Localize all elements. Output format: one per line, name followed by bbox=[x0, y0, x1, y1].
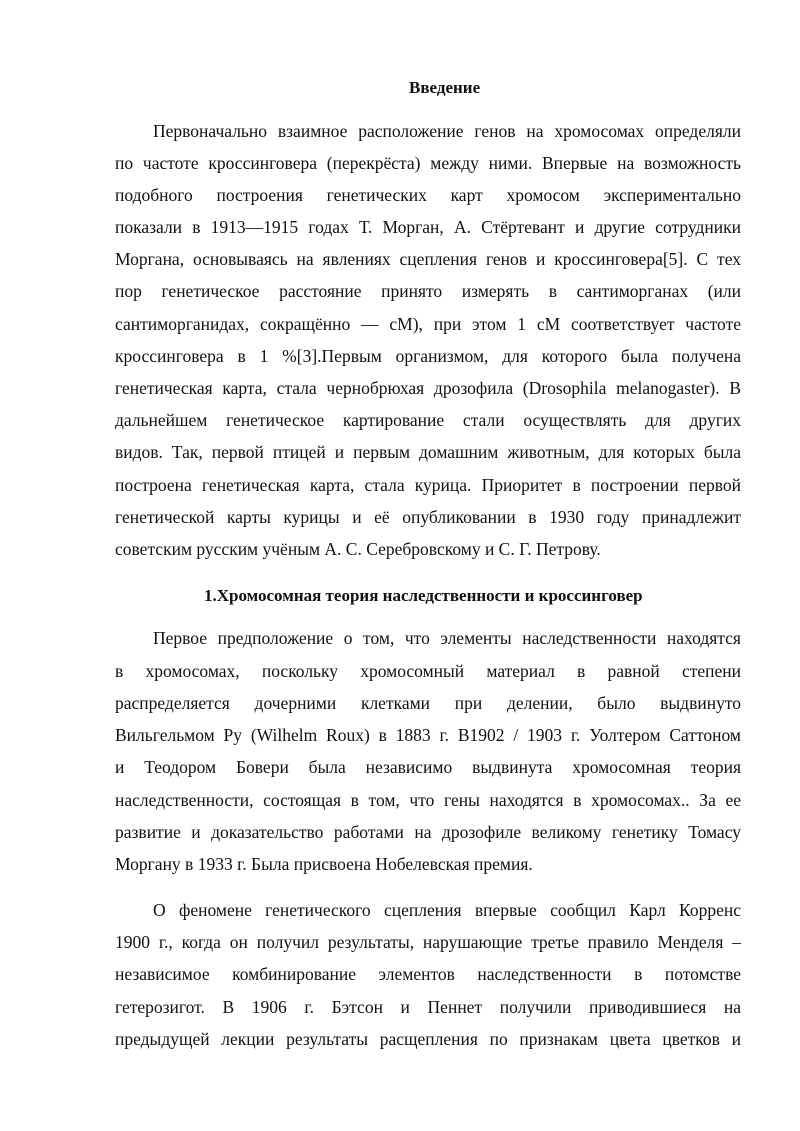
text-line: построена генетическая карта, стала курица. Приоритет в построении первой bbox=[115, 475, 741, 495]
text-line: Моргана, основываясь на явлениях сцепления генов и кроссинговера[5]. С тех bbox=[115, 249, 741, 269]
text-line: гетерозигот. В 1906 г. Бэтсон и Пеннет получили приводившиеся на bbox=[115, 997, 741, 1017]
text-line: подобного построения генетических карт хромосом экспериментально bbox=[115, 185, 741, 205]
text-line: наследственности, состоящая в том, что гены находятся в хромосомах.. За ее bbox=[115, 790, 741, 810]
text-line: независимое комбинирование элементов наследственности в потомстве bbox=[115, 964, 741, 984]
text-line: по частоте кроссинговера (перекрёста) между ними. Впервые на возможность bbox=[115, 153, 741, 173]
text-line: Моргану в 1933 г. Была присвоена Нобелевская премия. bbox=[115, 854, 533, 874]
text-line: видов. Так, первой птицей и первым домашним животным, для которых была bbox=[115, 442, 741, 462]
text-line: Первоначально взаимное расположение генов на хромосомах определяли bbox=[153, 121, 741, 141]
text-line: Первое предположение о том, что элементы наследственности находятся bbox=[153, 628, 741, 648]
intro-heading: Введение bbox=[409, 78, 481, 97]
text-line: в хромосомах, поскольку хромосомный материал в равной степени bbox=[115, 661, 741, 681]
text-line: дальнейшем генетическое картирование стали осуществлять для других bbox=[115, 410, 741, 430]
text-line: кроссинговера в 1 %[3].Первым организмом, для которого была получена bbox=[115, 346, 741, 366]
text-line: предыдущей лекции результаты расщепления по признакам цвета цветков и bbox=[115, 1029, 741, 1049]
text-line: развитие и доказательство работами на дрозофиле великому генетику Томасу bbox=[115, 822, 741, 842]
text-line: и Теодором Бовери была независимо выдвинута хромосомная теория bbox=[115, 757, 741, 777]
text-line: О феномене генетического сцепления впервые сообщил Карл Корренс bbox=[153, 900, 741, 920]
text-line: генетическая карта, стала чернобрюхая дрозофила (Drosophila melanogaster). В bbox=[115, 378, 741, 398]
text-line: сантиморганидах, сокращённо — cM), при этом 1 сМ соответствует частоте bbox=[115, 314, 741, 334]
section-heading: 1.Хромосомная теория наследственности и кроссинговер bbox=[204, 586, 643, 605]
text-line: Вильгельмом Ру (Wilhelm Roux) в 1883 г. В1902 / 1903 г. Уолтером Саттоном bbox=[115, 725, 741, 745]
text-line: генетической карты курицы и её опубликовании в 1930 году принадлежит bbox=[115, 507, 741, 527]
text-line: показали в 1913—1915 годах Т. Морган, А. Стёртевант и другие сотрудники bbox=[115, 217, 741, 237]
text-line: пор генетическое расстояние принято измерять в сантиморганах (или bbox=[115, 281, 741, 301]
text-line: распределяется дочерними клетками при делении, было выдвинуто bbox=[115, 693, 741, 713]
text-line: советским русским учёным А. С. Серебровскому и С. Г. Петрову. bbox=[115, 539, 601, 559]
text-line: 1900 г., когда он получил результаты, нарушающие третье правило Менделя – bbox=[115, 932, 741, 952]
